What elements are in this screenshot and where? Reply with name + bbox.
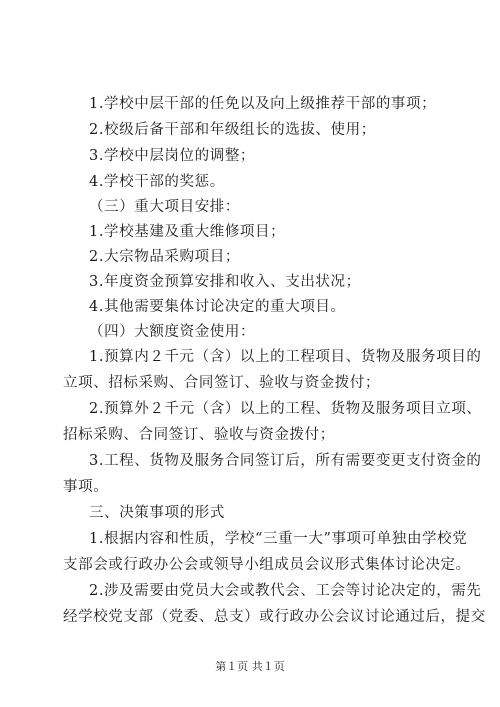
section-heading: （三）重大项目安排： [89, 199, 240, 215]
text-line: 1.根据内容和性质，学校“三重一大”事项可单独由学校党 [89, 531, 468, 547]
text-line: 2.预算外２千元（含）以上的工程、货物及服务项目立项、 [89, 401, 482, 417]
text-line: 4.其他需要集体讨论决定的重大项目。 [89, 299, 346, 315]
page-number-footer: 第１页 共１页 [215, 660, 285, 673]
text-line: 支部会或行政办公会或领导小组成员会议形式集体讨论决定。 [63, 557, 471, 573]
text-line: 2.大宗物品采购项目； [89, 249, 240, 265]
text-line: 立项、招标采购、合同签订、验收与资金拨付； [63, 375, 381, 391]
text-line: 4.学校干部的奖惩。 [89, 174, 225, 190]
section-heading: （四）大额度资金使用： [89, 324, 256, 340]
text-line: 经学校党支部（党委、总支）或行政办公会议讨论通过后，提交 [63, 609, 486, 625]
text-line: 招标采购、合同签订、验收与资金拨付； [63, 427, 335, 443]
text-line: 1.预算内２千元（含）以上的工程项目、货物及服务项目的 [89, 349, 482, 365]
text-line: 2.校级后备干部和年级组长的选拔、使用； [89, 122, 376, 138]
section-heading: 三、决策事项的形式 [89, 505, 225, 521]
text-line: 3.工程、货物及服务合同签订后，所有需要变更支付资金的 [89, 453, 482, 469]
text-line: 事项。 [63, 479, 109, 495]
text-line: 3.年度资金预算安排和收入、支出状况； [89, 274, 361, 290]
text-line: 2.涉及需要由党员大会或教代会、工会等讨论决定的，需先 [89, 583, 482, 599]
text-line: 1.学校基建及重大维修项目； [89, 224, 286, 240]
text-line: 3.学校中层岗位的调整； [89, 148, 256, 164]
text-line: 1.学校中层干部的任免以及向上级推荐干部的事项； [89, 96, 437, 112]
